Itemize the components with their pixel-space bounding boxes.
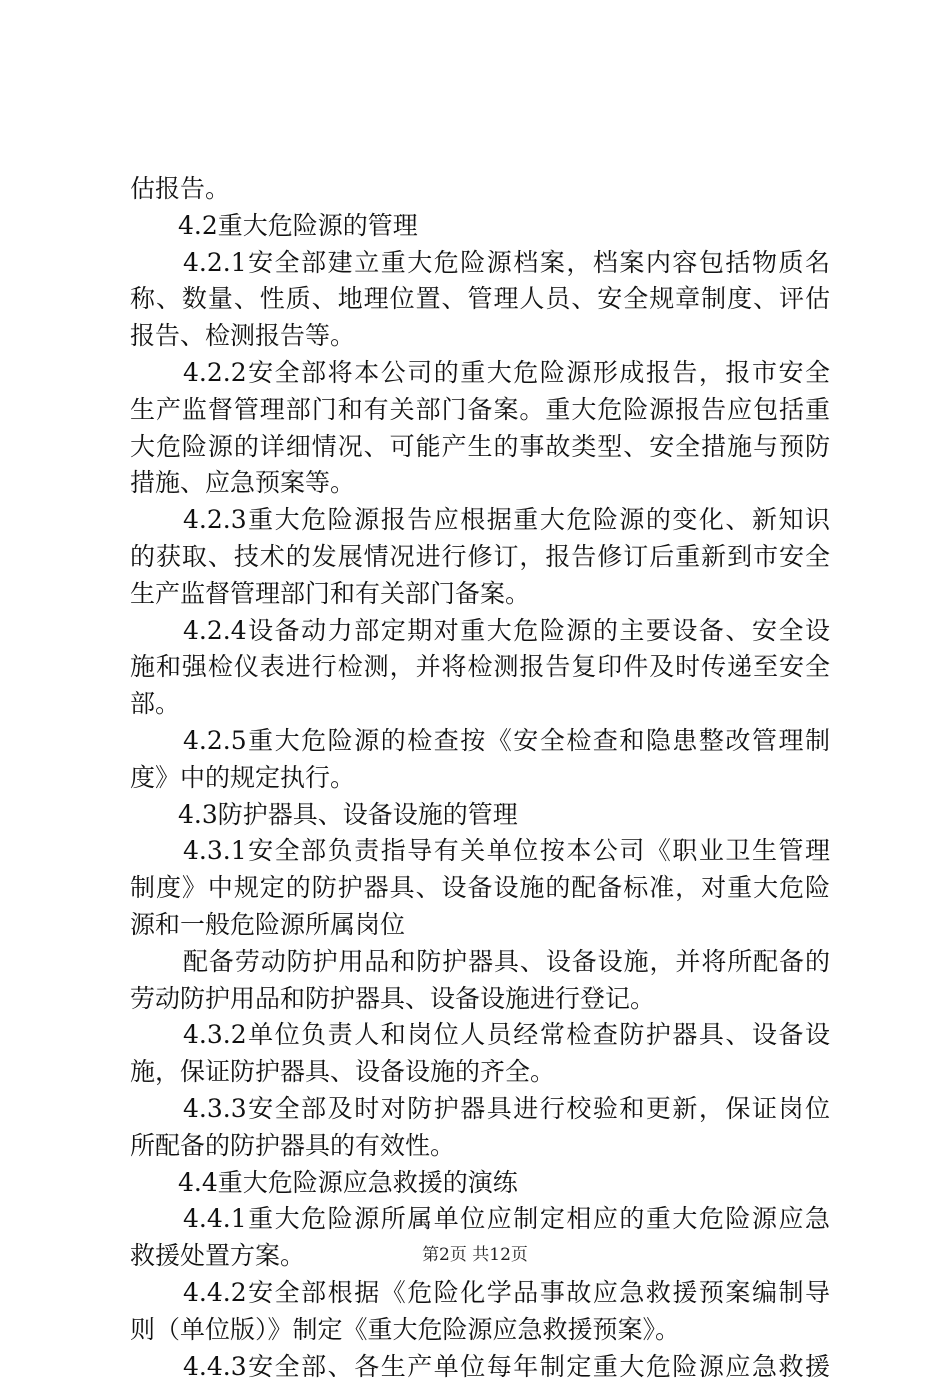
text-line: 4.2.1安全部建立重大危险源档案，档案内容包括物质名 — [130, 245, 830, 282]
text-line: 4.2.5重大危险源的检查按《安全检查和隐患整改管理制 — [130, 723, 830, 760]
text-line: 则（单位版）》制定《重大危险源应急救援预案》。 — [130, 1312, 830, 1349]
text-line: 配备劳动防护用品和防护器具、设备设施，并将所配备的 — [130, 944, 830, 981]
text-line: 报告、检测报告等。 — [130, 318, 830, 355]
text-line: 施和强检仪表进行检测，并将检测报告复印件及时传递至安全 — [130, 649, 830, 686]
text-line: 4.4重大危险源应急救援的演练 — [130, 1165, 830, 1202]
text-line: 大危险源的详细情况、可能产生的事故类型、安全措施与预防 — [130, 429, 830, 466]
text-line: 措施、应急预案等。 — [130, 465, 830, 502]
text-line: 4.4.2安全部根据《危险化学品事故应急救援预案编制导 — [130, 1275, 830, 1312]
text-line: 所配备的防护器具的有效性。 — [130, 1128, 830, 1165]
text-line: 4.3.3安全部及时对防护器具进行校验和更新，保证岗位 — [130, 1091, 830, 1128]
text-line: 部。 — [130, 686, 830, 723]
text-line: 4.2重大危险源的管理 — [130, 208, 830, 245]
text-line: 4.3.1安全部负责指导有关单位按本公司《职业卫生管理 — [130, 833, 830, 870]
text-line: 生产监督管理部门和有关部门备案。 — [130, 576, 830, 613]
text-line: 劳动防护用品和防护器具、设备设施进行登记。 — [130, 981, 830, 1018]
text-line: 4.3.2单位负责人和岗位人员经常检查防护器具、设备设 — [130, 1017, 830, 1054]
text-line: 4.2.3重大危险源报告应根据重大危险源的变化、新知识 — [130, 502, 830, 539]
text-line: 4.2.4设备动力部定期对重大危险源的主要设备、安全设 — [130, 613, 830, 650]
text-line: 生产监督管理部门和有关部门备案。重大危险源报告应包括重 — [130, 392, 830, 429]
text-line: 4.3防护器具、设备设施的管理 — [130, 797, 830, 834]
text-line: 称、数量、性质、地理位置、管理人员、安全规章制度、评估 — [130, 281, 830, 318]
text-line: 的获取、技术的发展情况进行修订，报告修订后重新到市安全 — [130, 539, 830, 576]
page-footer: 第2页 共12页 — [0, 1240, 950, 1265]
text-line: 源和一般危险源所属岗位 — [130, 907, 830, 944]
text-line: 度》中的规定执行。 — [130, 760, 830, 797]
text-line: 4.4.3安全部、各生产单位每年制定重大危险源应急救援 — [130, 1349, 830, 1385]
text-line: 4.4.1重大危险源所属单位应制定相应的重大危险源应急 — [130, 1201, 830, 1238]
text-line: 救援处置方案。 — [130, 1238, 830, 1275]
text-line: 制度》中规定的防护器具、设备设施的配备标准，对重大危险 — [130, 870, 830, 907]
text-line: 4.2.2安全部将本公司的重大危险源形成报告，报市安全 — [130, 355, 830, 392]
document-body — [130, 171, 830, 1385]
text-line: 施，保证防护器具、设备设施的齐全。 — [130, 1054, 830, 1091]
text-line: 估报告。 — [130, 171, 830, 208]
